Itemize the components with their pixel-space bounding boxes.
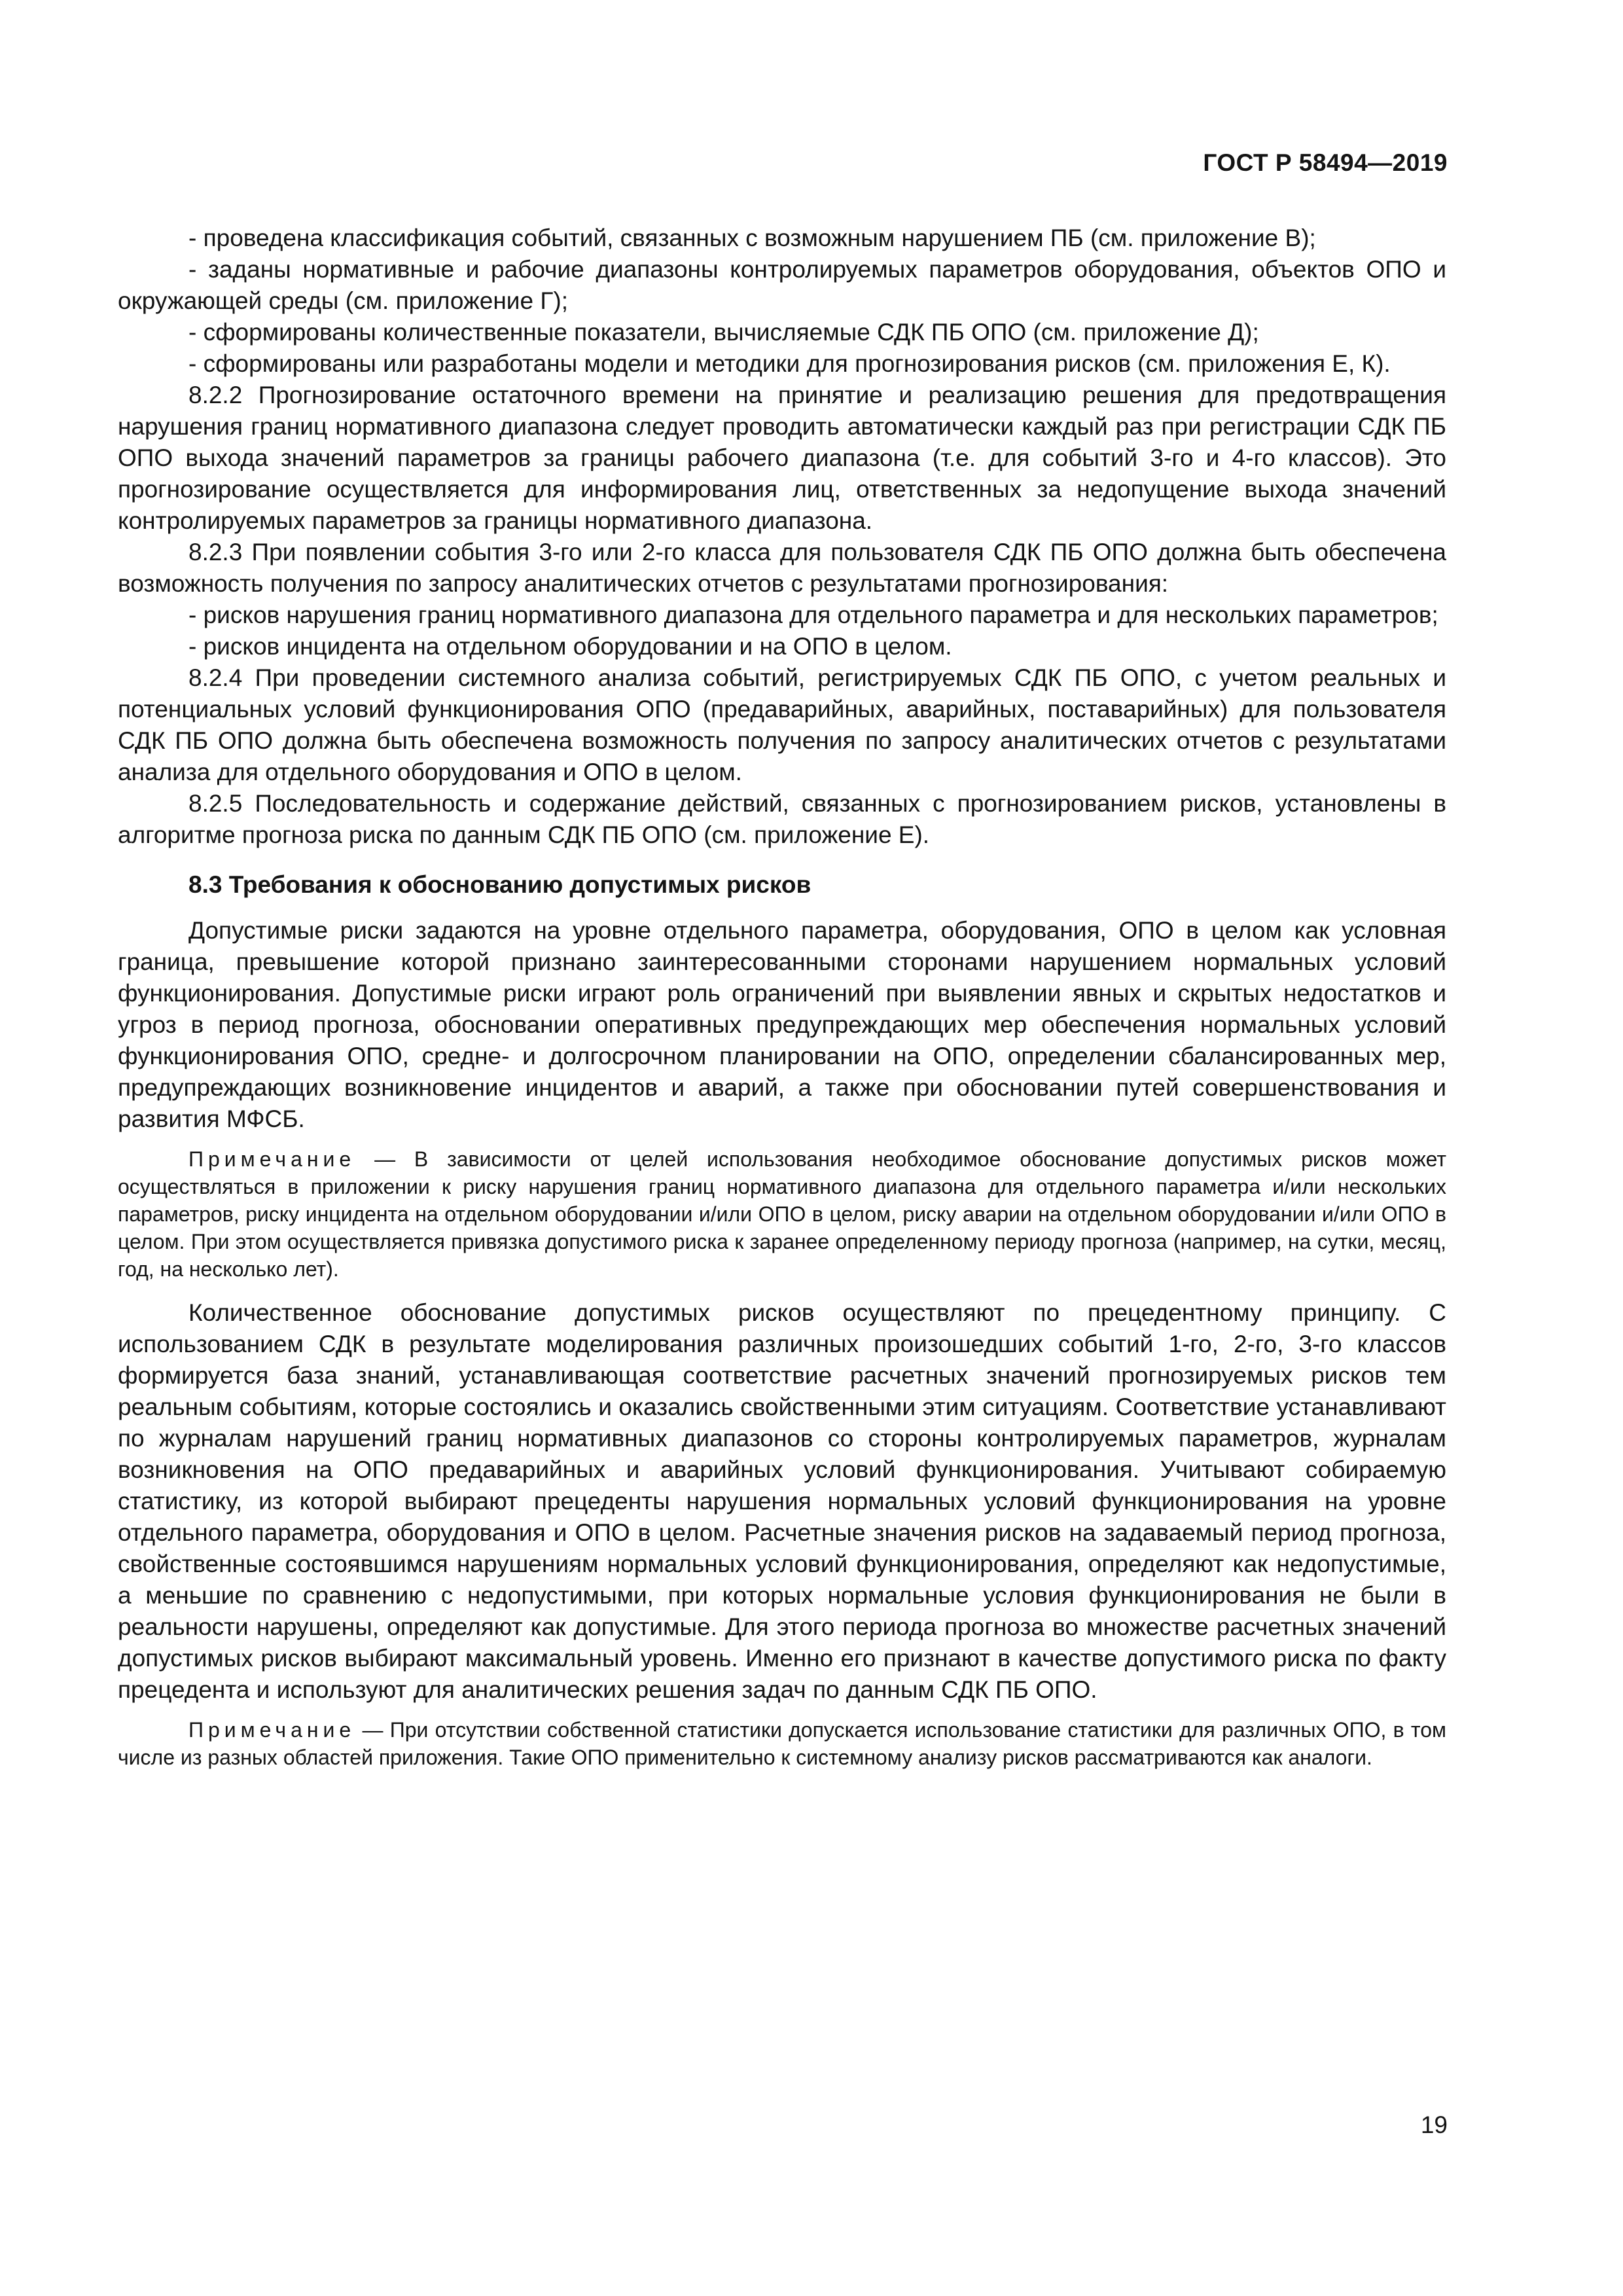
list-item-incident-risks: - рисков инцидента на отдельном оборудовании и на ОПО в целом.: [188, 633, 952, 660]
list-item-models: - сформированы или разработаны модели и методики для прогнозирования рисков (см. приложения Е, К).: [188, 350, 1391, 377]
page-body: [118, 223, 1446, 1771]
note-2-label: Примечание: [188, 1718, 356, 1742]
page-number: 19: [1420, 2111, 1448, 2138]
note-1-text: — В зависимости от целей использования необходимое обоснование допустимых рисков может осуществляться в приложении к риску нарушения границ нормативного диапазона для отдельного параметра и/или нескольких параметров, риску инцидента на отдельном оборудовании и/или ОПО в целом, риску аварии на отдельном оборудовании и/или ОПО в целом. При этом осуществляется привязка допустимого риска к заранее определенному периоду прогноза (например, на сутки, месяц, год, на несколько лет).: [118, 1147, 1446, 1281]
section-8-3-paragraph-2: Количественное обоснование допустимых рисков осуществляют по прецедентному принципу. С использованием СДК в результате моделирования различных произошедших событий 1-го, 2-го, 3-го классов формируется база знаний, устанавливающая соответствие расчетных значений прогнозируемых рисков тем реальным событиям, которые состоялись и оказались свойственными этим ситуациям. Соответствие устанавливают по журналам нарушений границ нормативных диапазонов со стороны контролируемых параметров, журналам возникновения на ОПО предаварийных и аварийных условий функционирования. Учитывают собираемую статистику, из которой выбирают прецеденты нарушения нормальных условий функционирования на уровне отдельного параметра, оборудования и ОПО в целом. Расчетные значения рисков на задаваемый период прогноза, свойственные состоявшимся нарушениям нормальных условий функционирования, определяют как недопустимые, а меньшие по сравнению с недопустимыми, при которых нормальные условия функционирования не были в реальности нарушены, определяют как допустимые. Для этого периода прогноза во множестве расчетных значений допустимых рисков выбирают максимальный уровень. Именно его признают в качестве допустимого риска по факту прецедента и используют для аналитических решения задач по данным СДК ПБ ОПО.: [118, 1299, 1446, 1703]
list-item-parameter-risks: - рисков нарушения границ нормативного диапазона для отдельного параметра и для нескольких параметров;: [188, 601, 1438, 628]
list-item-indicators: - сформированы количественные показатели, вычисляемые СДК ПБ ОПО (см. приложение Д);: [188, 319, 1259, 346]
clause-8-2-5: 8.2.5 Последовательность и содержание действий, связанных с прогнозированием рисков, установлены в алгоритме прогноза риска по данным СДК ПБ ОПО (см. приложение Е).: [118, 790, 1446, 848]
clause-8-2-4: 8.2.4 При проведении системного анализа событий, регистрируемых СДК ПБ ОПО, с учетом реальных и потенциальных условий функционирования ОПО (предаварийных, аварийных, поставарийных) для пользователя СДК ПБ ОПО должна быть обеспечена возможность получения по запросу аналитических отчетов с результатами анализа для отдельного оборудования и ОПО в целом.: [118, 664, 1446, 785]
clause-8-2-2: 8.2.2 Прогнозирование остаточного времени на принятие и реализацию решения для предотвращения нарушения границ нормативного диапазона следует проводить автоматически каждый раз при регистрации СДК ПБ ОПО выхода значений параметров за границы рабочего диапазона (т.е. для событий 3-го и 4-го классов). Это прогнозирование осуществляется для информирования лиц, ответственных за недопущение выхода значений контролируемых параметров за границы нормативного диапазона.: [118, 382, 1446, 534]
list-item-ranges: - заданы нормативные и рабочие диапазоны контролируемых параметров оборудования, объектов ОПО и окружающей среды (см. приложение Г);: [118, 256, 1446, 314]
list-item-classification: - проведена классификация событий, связанных с возможным нарушением ПБ (см. приложение В);: [188, 224, 1316, 251]
note-1: [118, 1145, 1446, 1283]
note-2-text: — При отсутствии собственной статистики допускается использование статистики для различных ОПО, в том числе из разных областей приложения. Такие ОПО применительно к системному анализу рисков рассматриваются как аналоги.: [118, 1718, 1446, 1769]
note-1-label: Примечание: [188, 1147, 356, 1171]
section-8-3-paragraph-1: Допустимые риски задаются на уровне отдельного параметра, оборудования, ОПО в целом как условная граница, превышение которой признано заинтересованными сторонами нарушением нормальных условий функционирования. Допустимые риски играют роль ограничений при выявлении явных и скрытых недостатков и угроз в период прогноза, обосновании оперативных предупреждающих мер обеспечения нормальных условий функционирования ОПО, средне- и долгосрочном планировании на ОПО, определении сбалансированных мер, предупреждающих возникновение инцидентов и аварий, а также при обосновании путей совершенствования и развития МФСБ.: [118, 917, 1446, 1132]
clause-8-2-3: 8.2.3 При появлении события 3-го или 2-го класса для пользователя СДК ПБ ОПО должна быть обеспечена возможность получения по запросу аналитических отчетов с результатами прогнозирования:: [118, 539, 1446, 597]
section-heading-8-3: 8.3 Требования к обоснованию допустимых рисков: [188, 871, 812, 898]
document-code: ГОСТ Р 58494—2019: [1203, 149, 1448, 176]
note-2: [118, 1716, 1446, 1771]
